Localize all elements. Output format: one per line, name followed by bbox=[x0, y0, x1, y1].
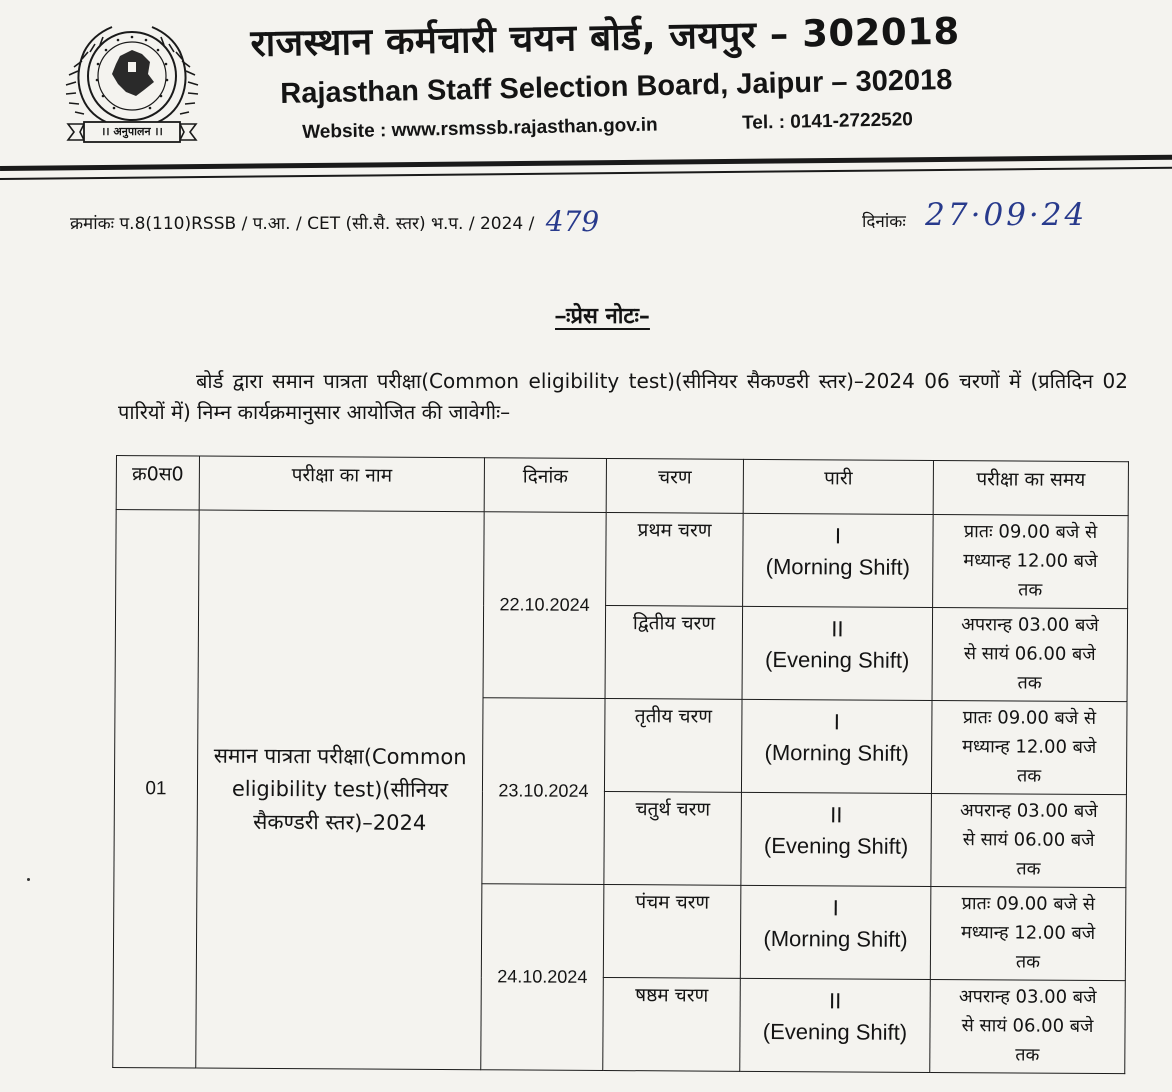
table-header-row bbox=[116, 456, 1128, 516]
time-cell bbox=[930, 979, 1126, 1073]
time-line: मध्यान्ह 12.00 बजे bbox=[963, 550, 1098, 572]
shift-cell bbox=[741, 792, 932, 886]
scan-speck bbox=[27, 878, 30, 881]
board-title-english: Rajasthan Staff Selection Board, Jaipur – 302018 bbox=[280, 63, 953, 110]
shift-cell bbox=[740, 978, 931, 1072]
time-line: अपरान्ह 03.00 बजे bbox=[958, 986, 1097, 1008]
phase-cell: प्रथम चरण bbox=[606, 512, 744, 606]
shift-number: I bbox=[833, 709, 841, 735]
reference-handwritten: 479 bbox=[545, 205, 600, 238]
time-line: मध्यान्ह 12.00 बजे bbox=[960, 922, 1096, 944]
time-cell bbox=[931, 700, 1127, 794]
header-serial: क्र0स0 bbox=[116, 456, 199, 511]
contact-line bbox=[302, 109, 942, 143]
time-line: तक bbox=[1018, 579, 1043, 601]
rsmssb-emblem-logo bbox=[62, 18, 202, 150]
shift-cell bbox=[741, 699, 932, 793]
time-cell bbox=[931, 793, 1127, 887]
date-handwritten: 27·09·24 bbox=[925, 197, 1088, 233]
phase-cell: पंचम चरण bbox=[603, 884, 741, 978]
serial-cell: 01 bbox=[113, 510, 199, 1068]
header-phase: चरण bbox=[606, 458, 743, 513]
shift-name: (Morning Shift) bbox=[763, 925, 908, 952]
time-line: तक bbox=[1015, 951, 1041, 973]
shift-number: II bbox=[831, 616, 844, 642]
shift-name: (Morning Shift) bbox=[764, 739, 909, 766]
header-date: दिनांक bbox=[484, 458, 606, 513]
time-line: तक bbox=[1016, 858, 1041, 880]
shift-number: II bbox=[828, 988, 842, 1014]
header-exam-name: परीक्षा का नाम bbox=[199, 456, 484, 512]
emblem-motto: ।। अनुपालन ।। bbox=[101, 125, 163, 138]
time-line: प्रातः 09.00 बजे से bbox=[961, 893, 1095, 915]
table-row bbox=[116, 510, 1129, 609]
shift-number: II bbox=[830, 802, 843, 828]
date-cell: 22.10.2024 bbox=[483, 512, 606, 699]
shift-cell bbox=[742, 606, 933, 700]
date-label: दिनांकः bbox=[862, 212, 906, 232]
shift-number: I bbox=[834, 523, 842, 549]
header-shift: पारी bbox=[743, 459, 933, 514]
phase-cell: चतुर्थ चरण bbox=[604, 791, 742, 885]
time-line: से सायं 06.00 बजे bbox=[963, 643, 1096, 665]
exam-name-cell: समान पात्रता परीक्षा(Common eligibility test)(सीनियर सैकण्डरी स्तर)–2024 bbox=[196, 510, 484, 1070]
reference-label: क्रमांकः bbox=[70, 214, 115, 234]
phase-cell: द्वितीय चरण bbox=[605, 605, 743, 699]
shift-cell bbox=[740, 885, 931, 979]
board-title-hindi: राजस्थान कर्मचारी चयन बोर्ड, जयपुर – 302018 bbox=[250, 9, 961, 65]
shift-name: (Evening Shift) bbox=[763, 832, 909, 859]
time-line: अपरान्ह 03.00 बजे bbox=[961, 614, 1099, 637]
time-line: से सायं 06.00 बजे bbox=[961, 1015, 1094, 1037]
telephone-number: Tel. : 0141-2722520 bbox=[741, 109, 914, 134]
time-line: तक bbox=[1016, 765, 1042, 787]
shift-name: (Morning Shift) bbox=[765, 553, 911, 580]
shift-cell bbox=[743, 513, 934, 607]
phase-cell: षष्ठम चरण bbox=[603, 977, 741, 1071]
press-note-paragraph: बोर्ड द्वारा समान पात्रता परीक्षा(Common eligibility test)(सीनियर सैकण्डरी स्तर)–2024 06 चरणों में (प्रतिदिन 02 पारियों में) निम्न कार्यक्रमानुसार आयोजित की जावेगीः– bbox=[118, 369, 1128, 424]
press-note-title: –ःप्रेस नोटः– bbox=[555, 304, 650, 329]
shift-number: I bbox=[832, 895, 839, 921]
time-line: तक bbox=[1015, 1044, 1040, 1066]
time-line: तक bbox=[1017, 672, 1042, 694]
header-exam-time: परीक्षा का समय bbox=[933, 460, 1128, 515]
website-link[interactable]: Website : www.rsmssb.rajasthan.gov.in bbox=[302, 114, 658, 143]
date-cell: 24.10.2024 bbox=[481, 884, 604, 1071]
time-cell bbox=[930, 886, 1126, 980]
time-cell bbox=[932, 607, 1128, 701]
time-line: अपरान्ह 03.00 बजे bbox=[959, 800, 1098, 823]
time-line: प्रातः 09.00 बजे से bbox=[962, 707, 1097, 729]
shift-name: (Evening Shift) bbox=[762, 1018, 908, 1045]
time-line: मध्यान्ह 12.00 बजे bbox=[962, 736, 1097, 758]
reference-number bbox=[70, 205, 599, 238]
reference-printed: प.8(110)RSSB / प.आ. / CET (सी.सै. स्तर) भ.प. / 2024 / bbox=[119, 214, 535, 234]
date-cell: 23.10.2024 bbox=[482, 698, 605, 885]
phase-cell: तृतीय चरण bbox=[604, 698, 742, 792]
exam-schedule-table bbox=[112, 455, 1129, 1074]
time-line: से सायं 06.00 बजे bbox=[962, 829, 1095, 851]
time-line: प्रातः 09.00 बजे से bbox=[963, 521, 1098, 543]
document-date bbox=[862, 197, 1087, 233]
shift-name: (Evening Shift) bbox=[765, 646, 910, 673]
time-cell bbox=[933, 514, 1129, 608]
